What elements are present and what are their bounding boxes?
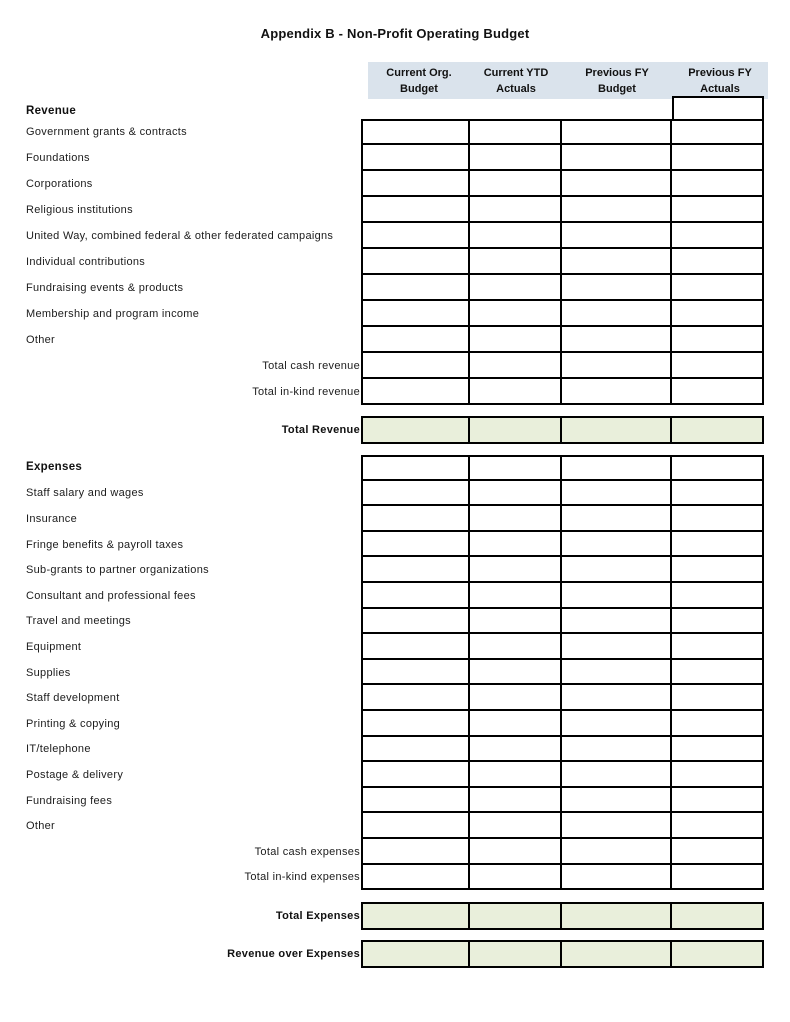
row-label: United Way, combined federal & other federated campaigns [26, 230, 334, 242]
budget-cell[interactable] [470, 275, 562, 301]
expense-row [0, 865, 764, 891]
row-cells [361, 275, 764, 301]
row-label: Government grants & contracts [26, 126, 187, 138]
row-label: Other [26, 820, 56, 833]
column-header-line2: Actuals [496, 83, 536, 95]
revenue-row [0, 223, 764, 249]
budget-cell[interactable] [363, 379, 470, 405]
budget-cell[interactable] [562, 865, 672, 891]
budget-cell[interactable] [562, 788, 672, 814]
budget-cell[interactable] [562, 711, 672, 737]
row-label: Supplies [26, 666, 71, 679]
budget-cell[interactable] [363, 506, 470, 532]
budget-cell[interactable] [562, 223, 672, 249]
row-cells [361, 119, 764, 145]
row-label: Fringe benefits & payroll taxes [26, 538, 184, 551]
total-cell[interactable] [470, 940, 562, 968]
budget-cell[interactable] [562, 813, 672, 839]
budget-cell[interactable] [363, 145, 470, 171]
row-label: Total cash revenue [262, 360, 360, 372]
revenue-row [0, 197, 764, 223]
budget-cell[interactable] [470, 301, 562, 327]
revenue-row [0, 119, 764, 145]
budget-cell[interactable] [672, 557, 764, 583]
revenue-row [0, 249, 764, 275]
budget-cell[interactable] [470, 609, 562, 635]
expense-row [0, 481, 764, 507]
row-cells [361, 506, 764, 532]
revenue-row [0, 145, 764, 171]
budget-cell[interactable] [562, 634, 672, 660]
expense-row [0, 506, 764, 532]
budget-cell[interactable] [672, 145, 764, 171]
total-cell[interactable] [672, 416, 764, 444]
budget-cell[interactable] [363, 762, 470, 788]
row-label: IT/telephone [26, 743, 91, 756]
budget-cell[interactable] [363, 327, 470, 353]
budget-cell[interactable] [672, 327, 764, 353]
budget-cell[interactable] [672, 839, 764, 865]
revenue-row [0, 353, 764, 379]
budget-cell[interactable] [672, 660, 764, 686]
column-header [470, 62, 562, 99]
expense-row [0, 583, 764, 609]
row-label: Membership and program income [26, 308, 200, 320]
budget-cell[interactable] [363, 455, 470, 481]
budget-cell[interactable] [672, 171, 764, 197]
budget-cell[interactable] [672, 583, 764, 609]
row-label: Fundraising fees [26, 794, 113, 807]
total-cell[interactable] [562, 416, 672, 444]
budget-cell[interactable] [470, 197, 562, 223]
budget-cell[interactable] [470, 660, 562, 686]
budget-cell[interactable] [470, 171, 562, 197]
budget-cell[interactable] [672, 685, 764, 711]
budget-cell[interactable] [363, 685, 470, 711]
budget-cell[interactable] [363, 609, 470, 635]
total-revenue-label: Total Revenue [281, 424, 360, 436]
column-header-line2: Budget [400, 83, 438, 95]
expense-row [0, 839, 764, 865]
budget-cell[interactable] [470, 249, 562, 275]
budget-cell[interactable] [672, 197, 764, 223]
row-cells [361, 660, 764, 686]
row-cells [361, 197, 764, 223]
total-cell[interactable] [363, 902, 470, 930]
revenue-row [0, 379, 764, 405]
budget-cell[interactable] [363, 275, 470, 301]
budget-cell[interactable] [672, 865, 764, 891]
budget-cell[interactable] [363, 583, 470, 609]
row-label: Foundations [26, 152, 90, 164]
expense-row [0, 557, 764, 583]
row-label: Religious institutions [26, 204, 133, 216]
column-header-line1: Current Org. [386, 67, 452, 79]
row-label: Printing & copying [26, 717, 121, 730]
column-header [368, 62, 470, 99]
budget-cell[interactable] [470, 813, 562, 839]
total-expenses-label: Total Expenses [275, 910, 360, 922]
total-cell[interactable] [363, 940, 470, 968]
budget-cell[interactable] [470, 634, 562, 660]
budget-cell[interactable] [363, 865, 470, 891]
row-cells [361, 379, 764, 405]
budget-cell[interactable] [672, 275, 764, 301]
column-header-line1: Previous FY [585, 67, 649, 79]
row-label: Staff development [26, 692, 120, 705]
row-cells [361, 416, 764, 444]
row-label: Postage & delivery [26, 768, 124, 781]
budget-cell[interactable] [363, 660, 470, 686]
total-cell[interactable] [363, 416, 470, 444]
row-cells [361, 481, 764, 507]
previous-fy-actuals-top-cell[interactable] [672, 96, 764, 121]
expense-row [0, 634, 764, 660]
row-cells [361, 813, 764, 839]
total-cell[interactable] [470, 416, 562, 444]
budget-cell[interactable] [562, 145, 672, 171]
budget-cell[interactable] [562, 762, 672, 788]
revenue-grid [0, 119, 764, 405]
budget-cell[interactable] [562, 275, 672, 301]
budget-cell[interactable] [363, 481, 470, 507]
row-label: Individual contributions [26, 256, 146, 268]
row-cells [361, 685, 764, 711]
budget-cell[interactable] [672, 301, 764, 327]
budget-cell[interactable] [470, 557, 562, 583]
column-header [562, 62, 672, 99]
expense-row [0, 788, 764, 814]
budget-cell[interactable] [363, 223, 470, 249]
total-cell[interactable] [562, 940, 672, 968]
expense-row [0, 813, 764, 839]
revenue-over-expenses-row [0, 940, 764, 968]
budget-cell[interactable] [470, 481, 562, 507]
row-cells [361, 737, 764, 763]
row-label: Travel and meetings [26, 615, 131, 628]
revenue-row [0, 275, 764, 301]
budget-cell[interactable] [470, 685, 562, 711]
budget-cell[interactable] [672, 762, 764, 788]
budget-cell[interactable] [470, 506, 562, 532]
budget-cell[interactable] [562, 685, 672, 711]
row-label: Total in-kind revenue [252, 386, 360, 398]
expense-row [0, 737, 764, 763]
row-cells [361, 940, 764, 968]
row-cells [361, 145, 764, 171]
budget-cell[interactable] [363, 532, 470, 558]
row-label: Total in-kind expenses [244, 871, 360, 884]
total-cell[interactable] [672, 902, 764, 930]
budget-cell[interactable] [562, 327, 672, 353]
row-label: Staff salary and wages [26, 487, 144, 500]
row-cells [361, 865, 764, 891]
row-label: Consultant and professional fees [26, 589, 196, 602]
budget-cell[interactable] [363, 119, 470, 145]
column-header-line2: Budget [598, 83, 636, 95]
budget-cell[interactable] [363, 301, 470, 327]
budget-cell[interactable] [562, 506, 672, 532]
budget-cell[interactable] [363, 557, 470, 583]
budget-cell[interactable] [672, 813, 764, 839]
row-label [0, 455, 361, 481]
row-cells [361, 839, 764, 865]
row-cells [361, 583, 764, 609]
total-cell[interactable] [672, 940, 764, 968]
budget-cell[interactable] [672, 634, 764, 660]
budget-cell[interactable] [672, 737, 764, 763]
budget-cell[interactable] [672, 711, 764, 737]
budget-cell[interactable] [562, 609, 672, 635]
revenue-over-expenses-label: Revenue over Expenses [227, 948, 360, 960]
row-cells [361, 788, 764, 814]
budget-cell[interactable] [562, 839, 672, 865]
budget-cell[interactable] [470, 455, 562, 481]
expense-row [0, 685, 764, 711]
budget-cell[interactable] [470, 532, 562, 558]
budget-cell[interactable] [363, 839, 470, 865]
total-cell[interactable] [562, 902, 672, 930]
budget-cell[interactable] [562, 197, 672, 223]
budget-cell[interactable] [363, 171, 470, 197]
budget-cell[interactable] [672, 379, 764, 405]
budget-cell[interactable] [562, 455, 672, 481]
expense-row [0, 532, 764, 558]
budget-cell[interactable] [470, 762, 562, 788]
revenue-row [0, 301, 764, 327]
row-cells [361, 762, 764, 788]
total-cell[interactable] [470, 902, 562, 930]
budget-cell[interactable] [470, 145, 562, 171]
budget-cell[interactable] [672, 532, 764, 558]
budget-cell[interactable] [672, 119, 764, 145]
column-header-line2: Actuals [700, 83, 740, 95]
row-cells [361, 353, 764, 379]
budget-cell[interactable] [672, 455, 764, 481]
row-cells [361, 249, 764, 275]
budget-cell[interactable] [363, 737, 470, 763]
column-header-band [368, 62, 768, 99]
row-label: Equipment [26, 640, 82, 653]
row-cells [361, 223, 764, 249]
expenses-heading: Expenses [26, 461, 83, 473]
revenue-row [0, 171, 764, 197]
row-label: Other [26, 334, 56, 346]
column-header-line1: Previous FY [688, 67, 752, 79]
budget-cell[interactable] [672, 481, 764, 507]
expense-row [0, 660, 764, 686]
page-title: Appendix B - Non-Profit Operating Budget [260, 26, 530, 41]
budget-cell[interactable] [672, 353, 764, 379]
row-label: Sub-grants to partner organizations [26, 564, 209, 577]
budget-cell[interactable] [470, 379, 562, 405]
row-cells [361, 327, 764, 353]
budget-cell[interactable] [672, 223, 764, 249]
budget-cell[interactable] [672, 788, 764, 814]
budget-cell[interactable] [470, 711, 562, 737]
budget-cell[interactable] [363, 788, 470, 814]
row-cells [361, 171, 764, 197]
budget-cell[interactable] [562, 249, 672, 275]
budget-cell[interactable] [363, 634, 470, 660]
total-revenue-row [0, 416, 764, 444]
budget-cell[interactable] [562, 737, 672, 763]
row-cells [361, 634, 764, 660]
expenses-grid [0, 455, 764, 890]
row-cells [361, 902, 764, 930]
expense-row [0, 762, 764, 788]
budget-cell[interactable] [470, 119, 562, 145]
row-cells [361, 711, 764, 737]
budget-cell[interactable] [363, 353, 470, 379]
budget-cell[interactable] [562, 532, 672, 558]
budget-cell[interactable] [562, 481, 672, 507]
budget-cell[interactable] [562, 660, 672, 686]
row-label: Corporations [26, 178, 93, 190]
column-header [672, 62, 768, 99]
budget-cell[interactable] [363, 197, 470, 223]
expense-row [0, 455, 764, 481]
budget-cell[interactable] [672, 609, 764, 635]
budget-cell[interactable] [562, 557, 672, 583]
row-cells [361, 557, 764, 583]
row-cells [361, 455, 764, 481]
budget-cell[interactable] [672, 249, 764, 275]
revenue-heading: Revenue [26, 105, 77, 117]
row-label: Fundraising events & products [26, 282, 184, 294]
budget-cell[interactable] [470, 327, 562, 353]
budget-cell[interactable] [363, 813, 470, 839]
budget-cell[interactable] [470, 583, 562, 609]
row-cells [361, 532, 764, 558]
revenue-row [0, 327, 764, 353]
row-cells [361, 609, 764, 635]
budget-cell[interactable] [470, 223, 562, 249]
total-expenses-row [0, 902, 764, 930]
row-label: Total cash expenses [254, 845, 360, 858]
budget-cell[interactable] [562, 583, 672, 609]
column-header-line1: Current YTD [483, 67, 549, 79]
budget-cell[interactable] [562, 119, 672, 145]
budget-cell[interactable] [672, 506, 764, 532]
budget-cell[interactable] [562, 353, 672, 379]
budget-cell[interactable] [562, 171, 672, 197]
budget-cell[interactable] [470, 839, 562, 865]
budget-cell[interactable] [562, 301, 672, 327]
budget-cell[interactable] [562, 379, 672, 405]
budget-cell[interactable] [363, 249, 470, 275]
budget-cell[interactable] [363, 711, 470, 737]
expense-row [0, 711, 764, 737]
row-cells [361, 301, 764, 327]
budget-cell[interactable] [470, 353, 562, 379]
budget-cell[interactable] [470, 737, 562, 763]
expense-row [0, 609, 764, 635]
budget-cell[interactable] [470, 788, 562, 814]
budget-cell[interactable] [470, 865, 562, 891]
row-label: Insurance [26, 512, 78, 525]
